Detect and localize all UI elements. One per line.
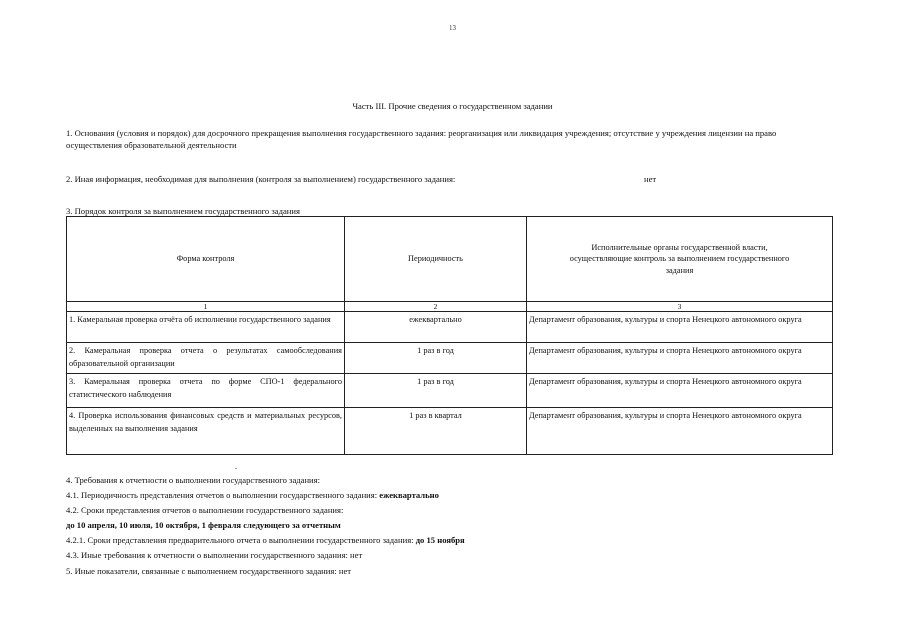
table-row [67,343,833,374]
column-number: 1 [67,302,345,312]
requirement-4-1 [66,490,826,502]
requirements-title: 4. Требования к отчетности о выполнении государственного задания: [66,475,320,485]
section-1-grounds: 1. Основания (условия и порядок) для досрочного прекращения выполнения государственного задания: реорганизация или ликвидация учреждения; отсутствие у учреждения лицензии на право осуществления образовательной деятельности [66,128,777,150]
cell-period: 1 раз в год [345,374,527,408]
cell-organ: Департамент образования, культуры и спорта Ненецкого автономного округа [527,343,833,374]
cell-form: 4. Проверка использования финансовых средств и материальных ресурсов, выделенных на выполнения задания [67,408,345,455]
control-table [66,216,833,455]
column-number: 2 [345,302,527,312]
requirement-4-1-value: ежеквартально [379,490,439,500]
part-title: Часть III. Прочие сведения о государственном задании [352,101,553,111]
requirement-4-2-1-label: 4.2.1. Сроки представления предварительного отчета о выполнении государственного задания: [66,535,414,545]
cell-period: 1 раз в квартал [345,408,527,455]
cell-form: 2. Камеральная проверка отчета о результатах самообследования образовательной организации [67,343,345,374]
cell-period: 1 раз в год [345,343,527,374]
section-5-other-indicators: 5. Иные показатели, связанные с выполнением государственного задания: нет [66,566,352,576]
cell-organ: Департамент образования, культуры и спорта Ненецкого автономного округа [527,408,833,455]
table-header-row [67,217,833,302]
page-number: 13 [449,24,456,32]
requirement-4-2-1 [66,535,826,547]
cell-organ: Департамент образования, культуры и спорта Ненецкого автономного округа [527,374,833,408]
requirement-4-2-1-value: до 15 ноября [415,535,465,545]
cell-organ: Департамент образования, культуры и спорта Ненецкого автономного округа [527,312,833,343]
section-2-other-info [66,174,826,186]
cell-period: ежеквартально [345,312,527,343]
column-number: 3 [527,302,833,312]
section-2-label: 2. Иная информация, необходимая для выполнения (контроля за выполнением) государственного задания: [66,174,456,184]
requirement-4-1-label: 4.1. Периодичность представления отчетов о выполнении государственного задания: [66,490,378,500]
requirement-4-2: 4.2. Сроки представления отчетов о выполнении государственного задания: [66,505,344,515]
requirement-4-2-value: до 10 апреля, 10 июля, 10 октября, 1 февраля следующего за отчетным [66,520,341,530]
section-3-title: 3. Порядок контроля за выполнением государственного задания [66,206,300,216]
table-row [67,408,833,455]
table-number-row [67,302,833,312]
requirement-4-3: 4.3. Иные требования к отчетности о выполнении государственного задания: нет [66,550,363,560]
header-organ: Исполнительные органы государственной власти, осуществляющие контроль за выполнением государственного задания [527,217,833,302]
cell-form: 3. Камеральная проверка отчета по форме СПО-1 федерального статистического наблюдения [67,374,345,408]
table-row [67,374,833,408]
header-period: Периодичность [345,217,527,302]
section-2-value: нет [644,174,657,184]
scan-speck [235,468,237,469]
header-form: Форма контроля [67,217,345,302]
table-row [67,312,833,343]
cell-form: 1. Камеральная проверка отчёта об исполнении государственного задания [67,312,345,343]
